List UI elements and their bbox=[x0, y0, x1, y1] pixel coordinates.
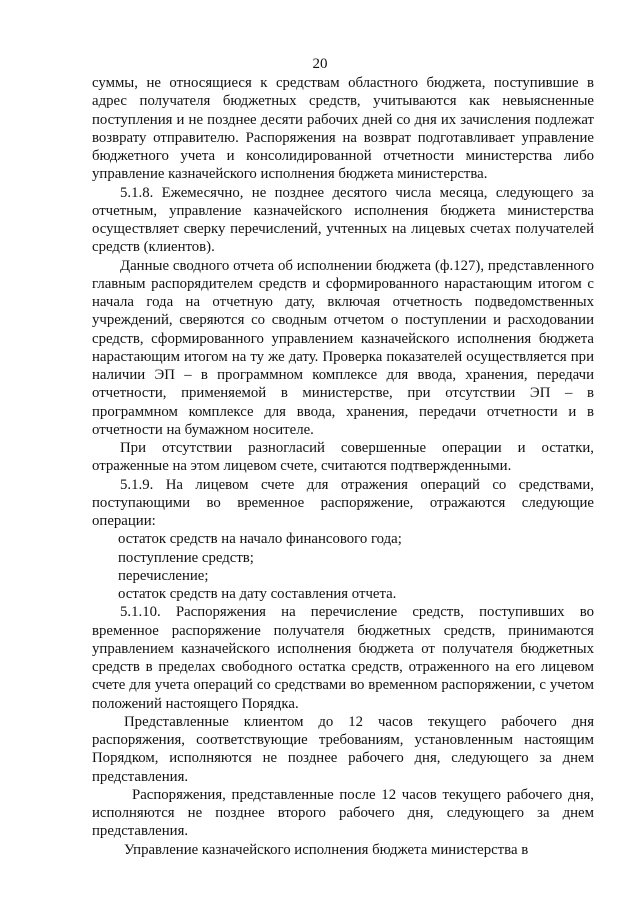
list-item-opening-balance: остаток средств на начало финансового года; bbox=[118, 531, 402, 548]
page-number: 20 bbox=[312, 56, 328, 72]
paragraph-no-disagreements: При отсутствии разногласий совершенные операции и остатки, отраженные на этом лицевом счете, считаются подтвержденными. bbox=[92, 440, 594, 475]
list-item-receipts: поступление средств; bbox=[118, 549, 254, 566]
list-item-transfers: перечисление; bbox=[118, 567, 209, 584]
list-item-closing-balance: остаток средств на дату составления отчета. bbox=[118, 586, 397, 602]
paragraph-5-1-10: 5.1.10. Распоряжения на перечисление средств, поступивших во временное распоряжение получателя бюджетных средств, принимаются управлением казначейского исполнения бюджета от получателя бюджетных средств в пределах свободного остатка средств, отраженного на его лицевом счете для учета операций со средствами во временном распоряжении, с учетом положений настоящего Порядка. bbox=[92, 604, 594, 712]
paragraph-5-1-8: 5.1.8. Ежемесячно, не позднее десятого числа месяца, следующего за отчетным, управление казначейского исполнения бюджета министерства осуществляет сверку перечислений, учтенных на лицевых счетах получателей средств (клиентов). bbox=[92, 184, 594, 256]
page-body bbox=[92, 74, 594, 859]
paragraph-before-noon: Представленные клиентом до 12 часов текущего рабочего дня распоряжения, соответствующие требованиям, установленным настоящим Порядком, исполняются не позднее рабочего дня, следующего за днем представления. bbox=[92, 713, 594, 785]
paragraph-treasury-department: Управление казначейского исполнения бюджета министерства в bbox=[124, 841, 529, 858]
paragraph-returns: суммы, не относящиеся к средствам областного бюджета, поступившие в адрес получателя бюджетных средств, учитываются как невыясненные поступления и не позднее десяти рабочих дней со дня их зачисления подлежат возврату отправителю. Распоряжения на возврат подготавливает управление бюджетного учета и консолидированной отчетности министерства либо управление казначейского исполнения бюджета министерства. bbox=[92, 75, 594, 183]
paragraph-report-reconciliation: Данные сводного отчета об исполнении бюджета (ф.127), представленного главным распорядителем средств и сформированного нарастающим итогом с начала года на отчетную дату, включая отчетность подведомственных учреждений, сверяются со сводным отчетом о поступлении и расходовании средств, сформированного управлением казначейского исполнения бюджета нарастающим итогом на ту же дату. Проверка показателей осуществляется при наличии ЭП – в программном комплексе для ввода, хранения, передачи отчетности, применяемой в министерстве, при отсутствии ЭП – в программном комплексе для ввода, хранения, передачи отчетности и в отчетности на бумажном носителе. bbox=[92, 257, 594, 438]
paragraph-after-noon: Распоряжения, представленные после 12 часов текущего рабочего дня, исполняются не позднее второго рабочего дня, следующего за днем представления. bbox=[92, 786, 594, 840]
paragraph-5-1-9: 5.1.9. На лицевом счете для отражения операций со средствами, поступающими во временное распоряжение, отражаются следующие операции: bbox=[92, 476, 594, 529]
